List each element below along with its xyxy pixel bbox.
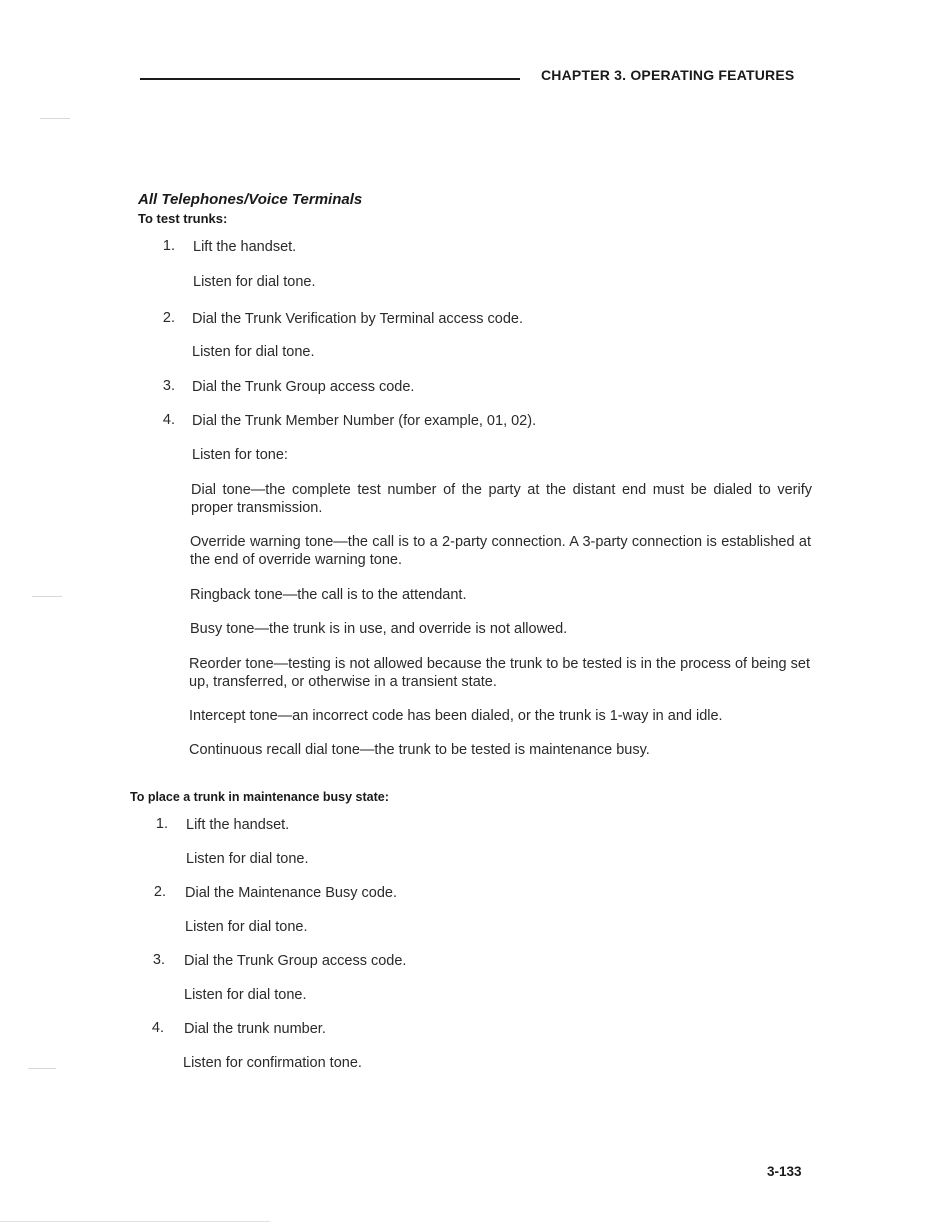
step-note: Listen for tone: (192, 447, 288, 463)
step-text: Dial the trunk number. (184, 1021, 326, 1037)
step-number: 2. (153, 884, 166, 900)
step-note: Listen for dial tone. (184, 987, 307, 1003)
scan-mark (32, 596, 62, 597)
tone-description: Busy tone—the trunk is in use, and override is not allowed. (190, 621, 568, 637)
step-note: Listen for dial tone. (192, 344, 315, 360)
tone-description: Ringback tone—the call is to the attendant. (190, 587, 467, 603)
step-number: 4. (151, 1020, 164, 1036)
step-number: 3. (162, 378, 175, 394)
step-text: Dial the Trunk Group access code. (192, 379, 415, 395)
step-text: Dial the Maintenance Busy code. (185, 885, 397, 901)
maintenance-busy-heading: To place a trunk in maintenance busy state: (130, 790, 389, 804)
step-text: Dial the Trunk Group access code. (184, 953, 407, 969)
scan-mark (0, 1221, 270, 1222)
step-number: 1. (155, 816, 168, 832)
tone-description: Continuous recall dial tone—the trunk to be tested is maintenance busy. (189, 742, 650, 758)
step-text: Dial the Trunk Verification by Terminal access code. (192, 311, 523, 327)
header-rule (140, 78, 520, 80)
step-note: Listen for dial tone. (185, 919, 308, 935)
scan-mark (40, 118, 70, 119)
tone-description: Reorder tone—testing is not allowed because the trunk to be tested is in the process of being set up, transferred, or otherwise in a transient state. (189, 656, 810, 690)
step-text: Lift the handset. (186, 817, 290, 833)
tone-description: Override warning tone—the call is to a 2-party connection. A 3-party connection is established at the end of override warning tone. (190, 534, 811, 568)
step-number: 4. (162, 412, 175, 428)
section-title: All Telephones/Voice Terminals (138, 191, 363, 208)
tone-description: Dial tone—the complete test number of the party at the distant end must be dialed to verify proper transmission. (191, 482, 812, 516)
tone-description: Intercept tone—an incorrect code has been dialed, or the trunk is 1-way in and idle. (189, 708, 723, 724)
step-number: 1. (162, 238, 175, 254)
step-number: 2. (162, 310, 175, 326)
page-number: 3-133 (767, 1164, 802, 1179)
step-note: Listen for dial tone. (193, 274, 316, 290)
step-number: 3. (152, 952, 165, 968)
step-note: Listen for confirmation tone. (183, 1055, 362, 1071)
step-text: Dial the Trunk Member Number (for example, 01, 02). (192, 413, 537, 429)
step-note: Listen for dial tone. (186, 851, 309, 867)
chapter-title: CHAPTER 3. OPERATING FEATURES (541, 67, 795, 83)
step-text: Lift the handset. (193, 239, 297, 255)
test-trunks-heading: To test trunks: (138, 211, 228, 226)
scan-mark (28, 1068, 56, 1069)
